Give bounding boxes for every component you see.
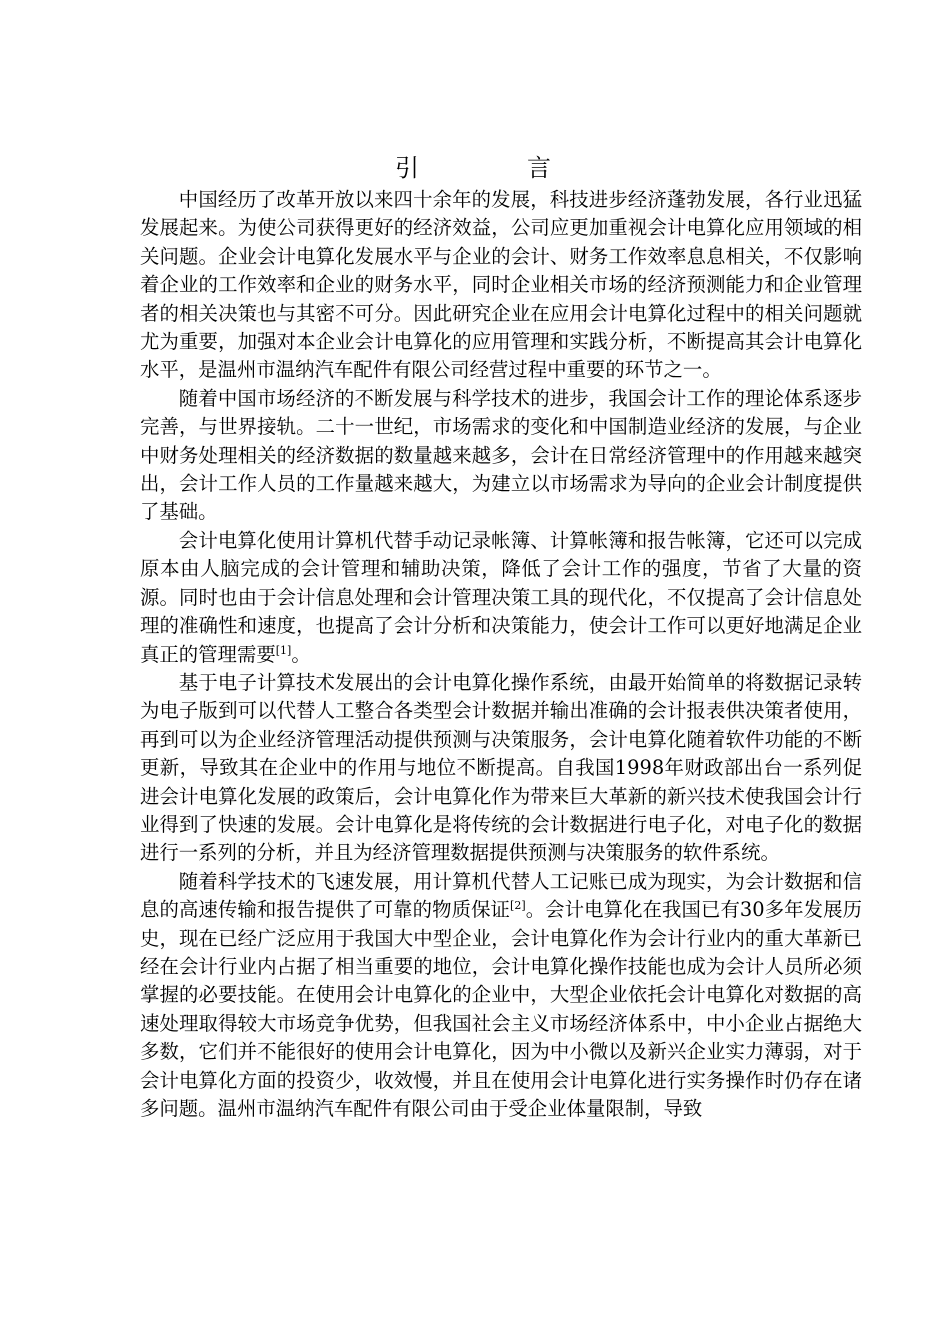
paragraph-5-text: 随着科学技术的飞速发展，用计算机代替人工记账已成为现实，为会计数据和信息的高速传输和报告提供了可靠的物质保证	[140, 869, 862, 922]
paragraph-2-text: 随着中国市场经济的不断发展与科学技术的进步，我国会计工作的理论体系逐步完善，与世界接轨。二十一世纪，市场需求的变化和中国制造业经济的发展，与企业中财务处理相关的经济数据的数量越来越多，会计在日常经济管理中的作用越来越突出，会计工作人员的工作量越来越大，为建立以市场需求为导向的企业会计制度提供了基础。	[140, 386, 862, 524]
body-text	[140, 186, 862, 1123]
paragraph-1	[140, 186, 862, 385]
paragraph-1-text: 中国经历了改革开放以来四十余年的发展，科技进步经济蓬勃发展，各行业迅猛发展起来。为使公司获得更好的经济效益，公司应更加重视会计电算化应用领域的相关问题。企业会计电算化发展水平与企业的会计、财务工作效率息息相关，不仅影响着企业的工作效率和企业的财务水平，同时企业相关市场的经济预测能力和企业管理者的相关决策也与其密不可分。因此研究企业在应用会计电算化过程中的相关问题就尤为重要，加强对本企业会计电算化的应用管理和实践分析，不断提高其会计电算化水平，是温州市温纳汽车配件有限公司经营过程中重要的环节之一。	[140, 188, 862, 382]
paragraph-4	[140, 669, 862, 868]
citation-1: [1]	[275, 643, 292, 657]
paragraph-5-tail: 。会计电算化在我国已有30多年发展历史，现在已经广泛应用于我国大中型企业，会计电算化作为会计行业内的重大革新已经在会计行业内占据了相当重要的地位，会计电算化操作技能也成为会计人员所必须掌握的必要技能。在使用会计电算化的企业中，大型企业依托会计电算化对数据的高速处理取得较大市场竞争优势，但我国社会主义市场经济体系中，中小企业占据绝大多数，它们并不能很好的使用会计电算化，因为中小微以及新兴企业实力薄弱，对于会计电算化方面的投资少，收效慢，并且在使用会计电算化进行实务操作时仍存在诸多问题。温州市温纳汽车配件有限公司由于受企业体量限制，导致	[140, 898, 862, 1120]
paragraph-3-text: 会计电算化使用计算机代替手动记录帐簿、计算帐簿和报告帐簿，它还可以完成原本由人脑完成的会计管理和辅助决策，降低了会计工作的强度，节省了大量的资源。同时也由于会计信息处理和会计管理决策工具的现代化，不仅提高了会计信息处理的准确性和速度，也提高了会计分析和决策能力，使会计工作可以更好地满足企业真正的管理需要	[140, 528, 862, 666]
section-title: 引 言	[395, 154, 593, 182]
paragraph-5	[140, 868, 862, 1124]
paragraph-2	[140, 385, 862, 527]
citation-2: [2]	[510, 899, 526, 913]
paragraph-3	[140, 527, 862, 669]
paragraph-3-tail: 。	[291, 642, 311, 666]
paragraph-4-text: 基于电子计算技术发展出的会计电算化操作系统，由最开始简单的将数据记录转为电子版到可以代替人工整合各类型会计数据并输出准确的会计报表供决策者使用，再到可以为企业经济管理活动提供预测与决策服务，会计电算化随着软件功能的不断更新，导致其在企业中的作用与地位不断提高。自我国1998年财政部出台一系列促进会计电算化发展的政策后，会计电算化作为带来巨大革新的新兴技术使我国会计行业得到了快速的发展。会计电算化是将传统的会计数据进行电子化，对电子化的数据进行一系列的分析，并且为经济管理数据提供预测与决策服务的软件系统。	[140, 670, 862, 865]
